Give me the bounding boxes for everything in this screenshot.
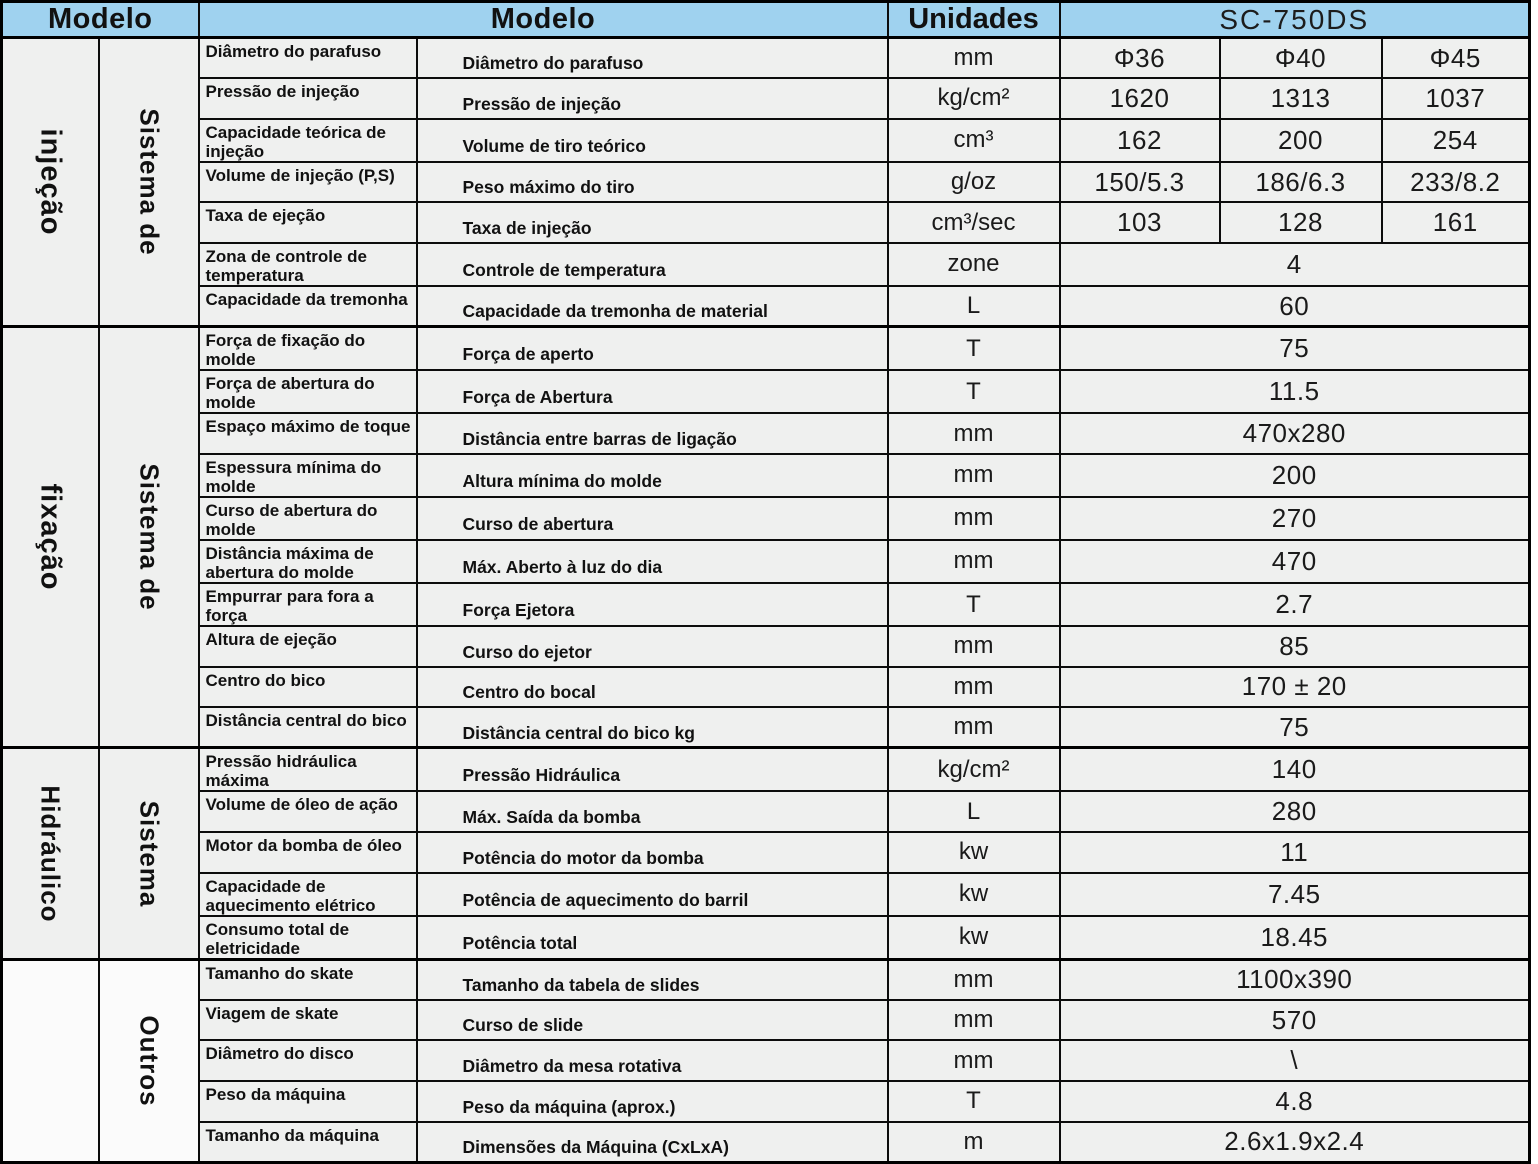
table-row	[2, 38, 1530, 79]
spec-label-pt: Zona de controle de temperatura	[199, 243, 417, 286]
table-row	[2, 959, 1530, 1000]
table-row	[2, 791, 1530, 832]
spec-label-pt: Capacidade teórica de injeção	[199, 119, 417, 162]
spec-label-pt: Motor da bomba de óleo	[199, 832, 417, 873]
spec-label-alt: Força Ejetora	[417, 583, 888, 626]
header-row	[2, 2, 1530, 38]
table-row	[2, 413, 1530, 454]
spec-label-pt: Capacidade de aquecimento elétrico	[199, 873, 417, 916]
spec-label-pt: Pressão hidráulica máxima	[199, 748, 417, 792]
section-group-injecao	[2, 38, 99, 327]
spec-unit: m	[888, 1122, 1060, 1163]
spec-unit: mm	[888, 497, 1060, 540]
table-row	[2, 286, 1530, 327]
section-system-label: Sistema de	[134, 463, 164, 611]
table-row	[2, 1040, 1530, 1081]
spec-label-pt: Curso de abertura do molde	[199, 497, 417, 540]
spec-unit: mm	[888, 667, 1060, 708]
spec-label-pt: Empurrar para fora a força	[199, 583, 417, 626]
spec-value: 75	[1060, 707, 1530, 748]
spec-label-pt: Consumo total de eletricidade	[199, 916, 417, 960]
table-row	[2, 243, 1530, 286]
spec-label-alt: Peso máximo do tiro	[417, 162, 888, 203]
section-group-label: Hidráulico	[35, 784, 66, 923]
section-system-label: Sistema	[134, 800, 164, 907]
spec-unit: mm	[888, 540, 1060, 583]
spec-value: \	[1060, 1040, 1530, 1081]
spec-label-alt: Peso da máquina (aprox.)	[417, 1081, 888, 1122]
spec-value: 162	[1060, 119, 1220, 162]
spec-label-alt: Dimensões da Máquina (CxLxA)	[417, 1122, 888, 1163]
section-group-label: injeção	[34, 128, 67, 236]
spec-unit: mm	[888, 707, 1060, 748]
table-row	[2, 1122, 1530, 1163]
spec-value: 2.6x1.9x2.4	[1060, 1122, 1530, 1163]
spec-unit: T	[888, 583, 1060, 626]
spec-value: 60	[1060, 286, 1530, 327]
spec-unit: cm³	[888, 119, 1060, 162]
table-row	[2, 916, 1530, 960]
spec-label-alt: Controle de temperatura	[417, 243, 888, 286]
spec-value: 150/5.3	[1060, 162, 1220, 203]
spec-unit: T	[888, 327, 1060, 371]
section-system-hidraulico	[99, 748, 199, 959]
table-row	[2, 119, 1530, 162]
spec-value: 4	[1060, 243, 1530, 286]
spec-value: 1313	[1220, 78, 1382, 119]
spec-label-alt: Máx. Aberto à luz do dia	[417, 540, 888, 583]
spec-value: Φ40	[1220, 38, 1382, 79]
spec-label-alt: Pressão Hidráulica	[417, 748, 888, 792]
spec-value: 470	[1060, 540, 1530, 583]
spec-value: 570	[1060, 1000, 1530, 1041]
spec-value: 1100x390	[1060, 959, 1530, 1000]
spec-unit: g/oz	[888, 162, 1060, 203]
table-row	[2, 707, 1530, 748]
spec-label-pt: Volume de injeção (P,S)	[199, 162, 417, 203]
spec-label-alt: Taxa de injeção	[417, 202, 888, 243]
table-row	[2, 78, 1530, 119]
section-system-injecao	[99, 38, 199, 327]
spec-value: 186/6.3	[1220, 162, 1382, 203]
header-units: Unidades	[888, 2, 1060, 38]
spec-label-pt: Volume de óleo de ação	[199, 791, 417, 832]
table-row	[2, 454, 1530, 497]
table-row	[2, 162, 1530, 203]
spec-label-pt: Diâmetro do disco	[199, 1040, 417, 1081]
spec-unit: zone	[888, 243, 1060, 286]
spec-value: 280	[1060, 791, 1530, 832]
spec-value: 1037	[1382, 78, 1530, 119]
spec-value: 11.5	[1060, 370, 1530, 413]
spec-unit: T	[888, 370, 1060, 413]
table-row	[2, 626, 1530, 667]
spec-label-alt: Curso do ejetor	[417, 626, 888, 667]
spec-unit: mm	[888, 454, 1060, 497]
spec-unit: mm	[888, 413, 1060, 454]
spec-value: 1620	[1060, 78, 1220, 119]
spec-label-pt: Força de fixação do molde	[199, 327, 417, 371]
spec-label-pt: Diâmetro do parafuso	[199, 38, 417, 79]
section-group-label: fixação	[34, 483, 67, 591]
spec-value: 103	[1060, 202, 1220, 243]
spec-label-alt: Distância entre barras de ligação	[417, 413, 888, 454]
table-row	[2, 832, 1530, 873]
spec-value: 233/8.2	[1382, 162, 1530, 203]
spec-label-alt: Centro do bocal	[417, 667, 888, 708]
spec-label-alt: Potência do motor da bomba	[417, 832, 888, 873]
spec-label-alt: Tamanho da tabela de slides	[417, 959, 888, 1000]
section-system-fixacao	[99, 327, 199, 748]
table-row	[2, 667, 1530, 708]
spec-value: 170 ± 20	[1060, 667, 1530, 708]
spec-label-alt: Potência de aquecimento do barril	[417, 873, 888, 916]
spec-unit: mm	[888, 959, 1060, 1000]
section-group-fixacao	[2, 327, 99, 748]
spec-unit: mm	[888, 38, 1060, 79]
spec-unit: kw	[888, 832, 1060, 873]
spec-label-pt: Tamanho do skate	[199, 959, 417, 1000]
spec-value: 161	[1382, 202, 1530, 243]
spec-label-alt: Volume de tiro teórico	[417, 119, 888, 162]
spec-label-pt: Taxa de ejeção	[199, 202, 417, 243]
table-row	[2, 1081, 1530, 1122]
spec-label-pt: Espessura mínima do molde	[199, 454, 417, 497]
spec-label-alt: Curso de abertura	[417, 497, 888, 540]
spec-value: Φ36	[1060, 38, 1220, 79]
spec-value: 7.45	[1060, 873, 1530, 916]
table-row	[2, 1000, 1530, 1041]
spec-unit: L	[888, 791, 1060, 832]
spec-unit: kg/cm²	[888, 78, 1060, 119]
spec-unit: kg/cm²	[888, 748, 1060, 792]
spec-unit: mm	[888, 1000, 1060, 1041]
spec-value: 2.7	[1060, 583, 1530, 626]
spec-label-pt: Viagem de skate	[199, 1000, 417, 1041]
spec-label-alt: Distância central do bico kg	[417, 707, 888, 748]
spec-label-alt: Máx. Saída da bomba	[417, 791, 888, 832]
spec-unit: L	[888, 286, 1060, 327]
table-row	[2, 327, 1530, 371]
spec-value: 470x280	[1060, 413, 1530, 454]
spec-unit: mm	[888, 626, 1060, 667]
spec-label-pt: Tamanho da máquina	[199, 1122, 417, 1163]
spec-label-pt: Centro do bico	[199, 667, 417, 708]
spec-label-alt: Potência total	[417, 916, 888, 960]
spec-label-pt: Força de abertura do molde	[199, 370, 417, 413]
header-machine-model: SC-750DS	[1060, 2, 1530, 38]
spec-value: 140	[1060, 748, 1530, 792]
spec-value: 200	[1060, 454, 1530, 497]
spec-label-alt: Força de aperto	[417, 327, 888, 371]
spec-value: 85	[1060, 626, 1530, 667]
spec-unit: mm	[888, 1040, 1060, 1081]
spec-value: 128	[1220, 202, 1382, 243]
header-model-mid: Modelo	[199, 2, 888, 38]
spec-label-alt: Diâmetro do parafuso	[417, 38, 888, 79]
header-model-left: Modelo	[2, 2, 199, 38]
spec-unit: kw	[888, 873, 1060, 916]
table-row	[2, 873, 1530, 916]
table-row	[2, 497, 1530, 540]
section-system-label: Outros	[134, 1015, 164, 1107]
spec-label-alt: Diâmetro da mesa rotativa	[417, 1040, 888, 1081]
table-row	[2, 748, 1530, 792]
spec-value: 75	[1060, 327, 1530, 371]
spec-value: Φ45	[1382, 38, 1530, 79]
spec-label-pt: Distância máxima de abertura do molde	[199, 540, 417, 583]
spec-value: 18.45	[1060, 916, 1530, 960]
spec-value: 254	[1382, 119, 1530, 162]
spec-label-alt: Curso de slide	[417, 1000, 888, 1041]
spec-label-pt: Altura de ejeção	[199, 626, 417, 667]
spec-unit: T	[888, 1081, 1060, 1122]
spec-label-pt: Capacidade da tremonha	[199, 286, 417, 327]
table-row	[2, 370, 1530, 413]
spec-label-pt: Pressão de injeção	[199, 78, 417, 119]
table-row	[2, 583, 1530, 626]
spec-value: 270	[1060, 497, 1530, 540]
spec-label-pt: Peso da máquina	[199, 1081, 417, 1122]
spec-label-pt: Espaço máximo de toque	[199, 413, 417, 454]
spec-label-alt: Altura mínima do molde	[417, 454, 888, 497]
section-group-hidraulico	[2, 748, 99, 959]
spec-label-alt: Força de Abertura	[417, 370, 888, 413]
spec-unit: cm³/sec	[888, 202, 1060, 243]
table-row	[2, 540, 1530, 583]
spec-value: 11	[1060, 832, 1530, 873]
spec-label-pt: Distância central do bico	[199, 707, 417, 748]
spec-label-alt: Pressão de injeção	[417, 78, 888, 119]
table-row	[2, 202, 1530, 243]
spec-label-alt: Capacidade da tremonha de material	[417, 286, 888, 327]
spec-value: 200	[1220, 119, 1382, 162]
spec-unit: kw	[888, 916, 1060, 960]
section-system-label: Sistema de	[134, 108, 164, 256]
spec-value: 4.8	[1060, 1081, 1530, 1122]
